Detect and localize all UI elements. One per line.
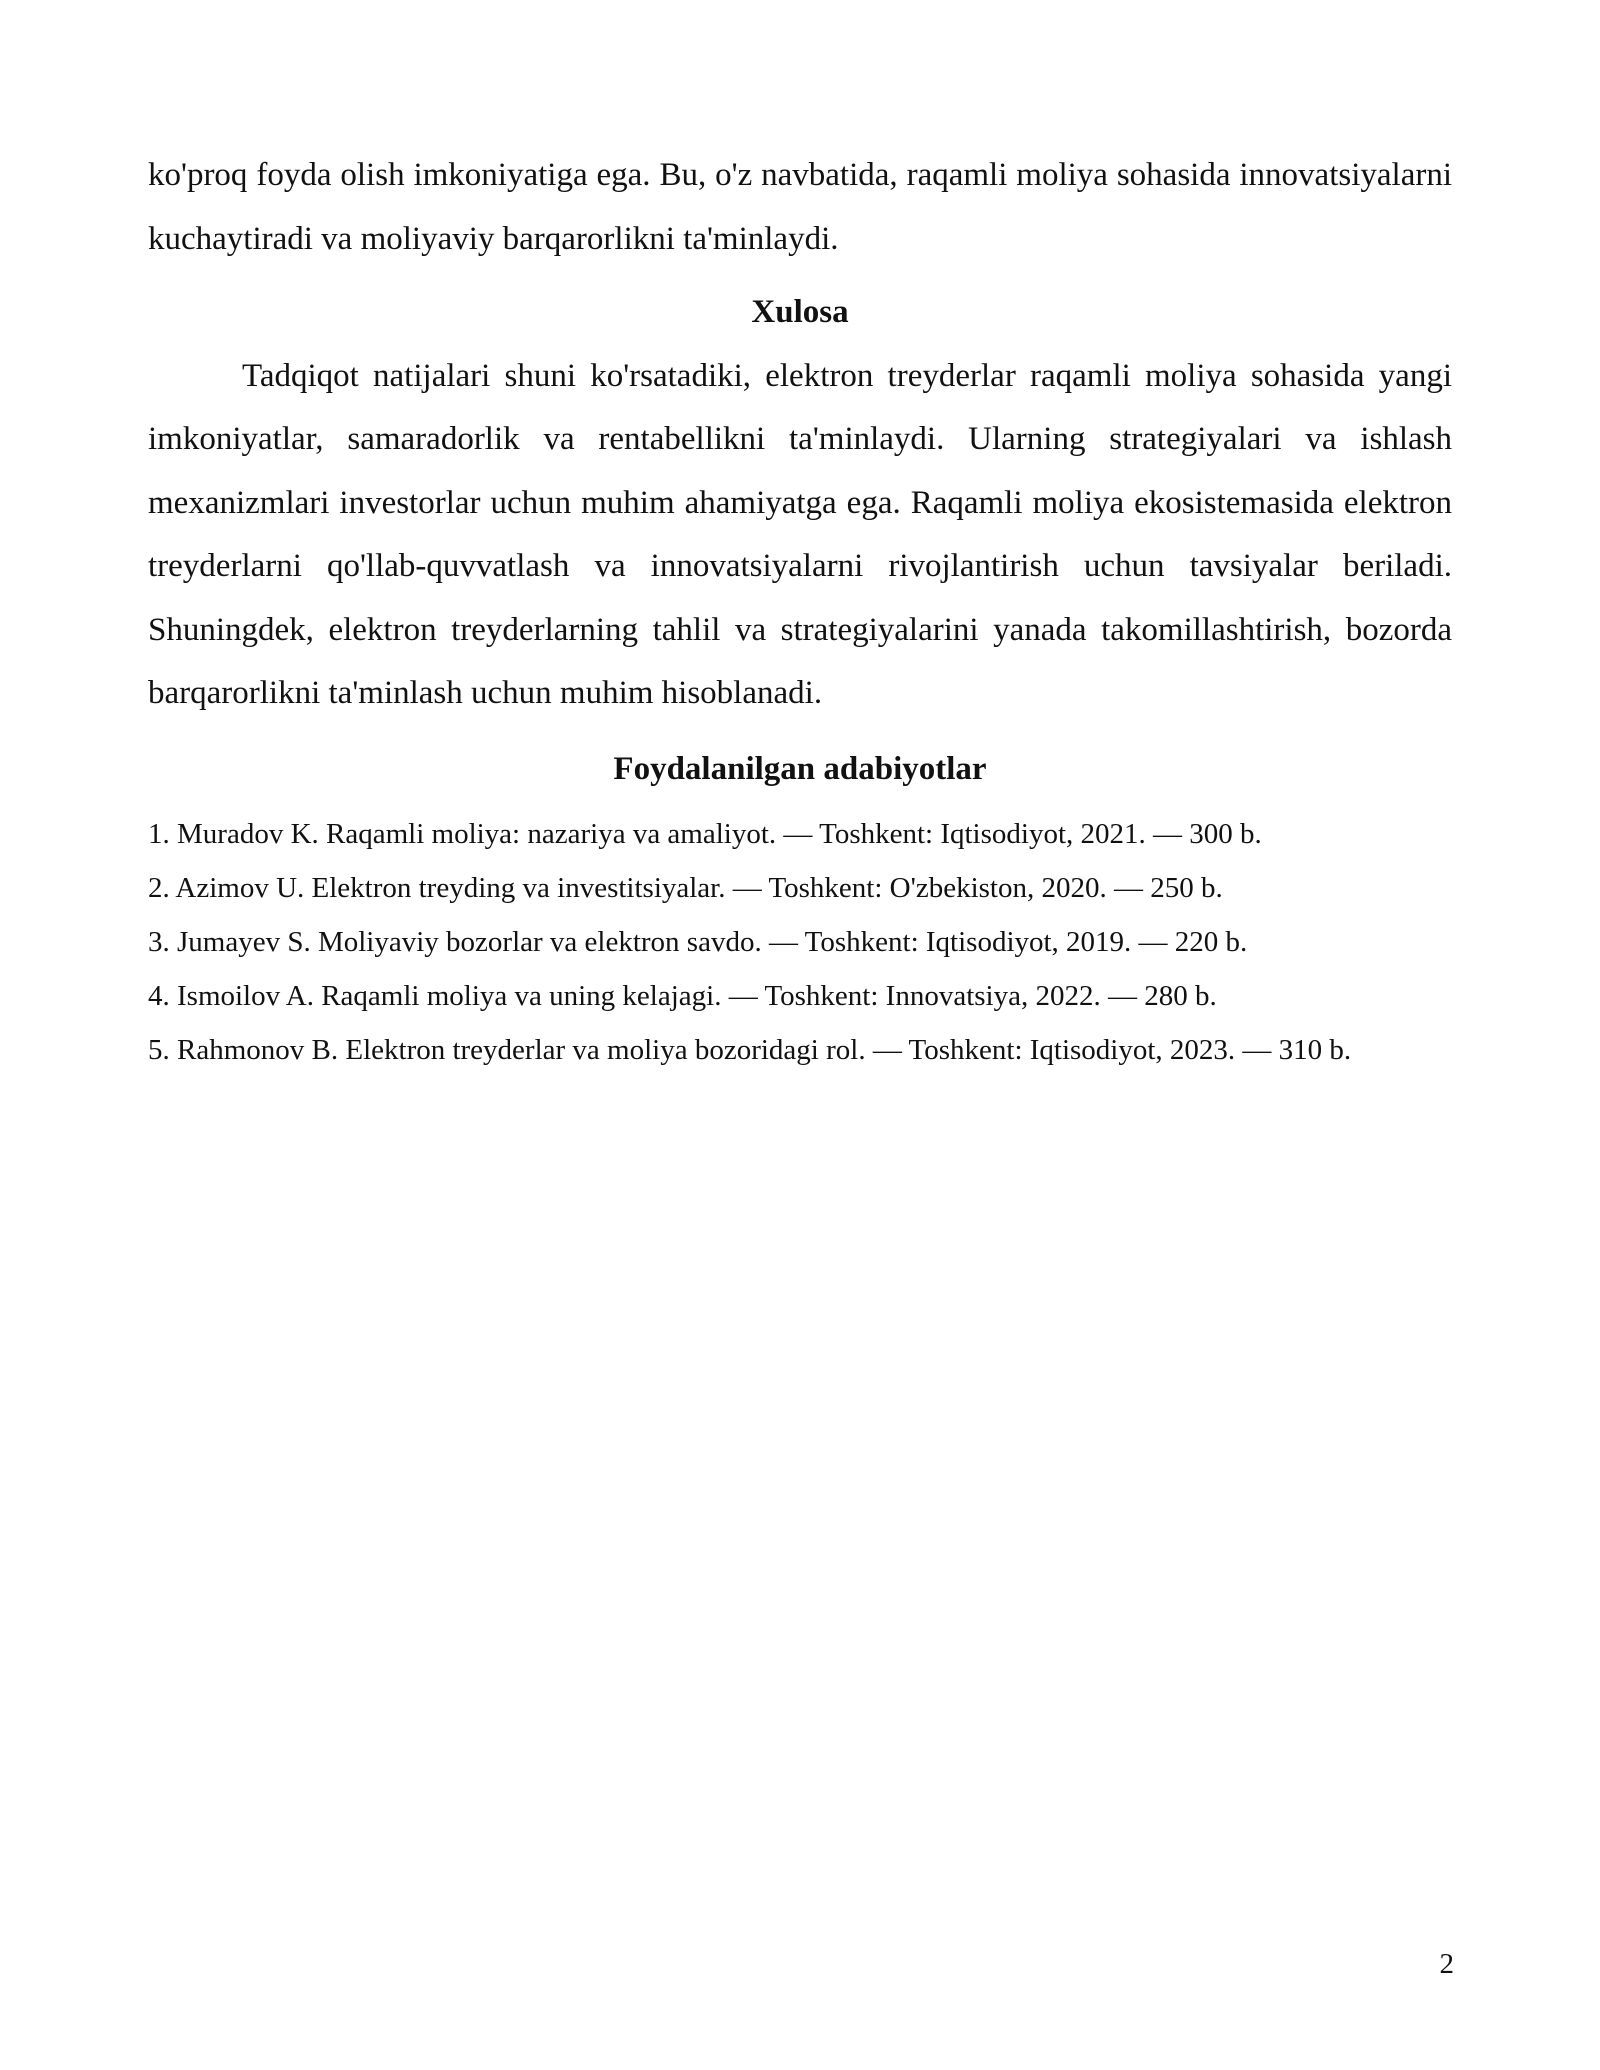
reference-item: 4. Ismoilov A. Raqamli moliya va uning kelajagi. — Toshkent: Innovatsiya, 2022. — 280 b. xyxy=(148,980,1217,1012)
references-list xyxy=(148,807,1452,1077)
conclusion-heading: Xulosa xyxy=(751,294,849,330)
references-heading: Foydalanilgan adabiyotlar xyxy=(613,750,987,787)
reference-item: 2. Azimov U. Elektron treyding va investitsiyalar. — Toshkent: O'zbekiston, 2020. — 250 b. xyxy=(148,872,1223,904)
reference-item: 5. Rahmonov B. Elektron treyderlar va moliya bozoridagi rol. — Toshkent: Iqtisodiyot, 2023. — 310 b. xyxy=(148,1034,1352,1066)
reference-item: 3. Jumayev S. Moliyaviy bozorlar va elektron savdo. — Toshkent: Iqtisodiyot, 2019. — 220 b. xyxy=(148,926,1248,958)
reference-item: 1. Muradov K. Raqamli moliya: nazariya va amaliyot. — Toshkent: Iqtisodiyot, 2021. — 300 b. xyxy=(148,818,1262,850)
page-content xyxy=(148,144,1452,1077)
page-number: 2 xyxy=(1439,1948,1454,1980)
continued-paragraph: ko'proq foyda olish imkoniyatiga ega. Bu, o'z navbatida, raqamli moliya sohasida innovatsiyalarni kuchaytiradi va moliyaviy barqarorlikni ta'minlaydi. xyxy=(148,157,1452,257)
conclusion-paragraph: Tadqiqot natijalari shuni ko'rsatadiki, elektron treyderlar raqamli moliya sohasida yangi imkoniyatlar, samaradorlik va rentabellikni ta'minlaydi. Ularning strategiyalari va ishlash mexanizmlari investorlar uchun muhim ahamiyatga ega. Raqamli moliya ekosistemasida elektron treyderlarni qo'llab-quvvatlash va innovatsiyalarni rivojlantirish uchun tavsiyalar beriladi. Shuningdek, elektron treyderlarning tahlil va strategiyalarini yanada takomillashtirish, bozorda barqarorlikni ta'minlash uchun muhim hisoblanadi. xyxy=(148,357,1452,711)
